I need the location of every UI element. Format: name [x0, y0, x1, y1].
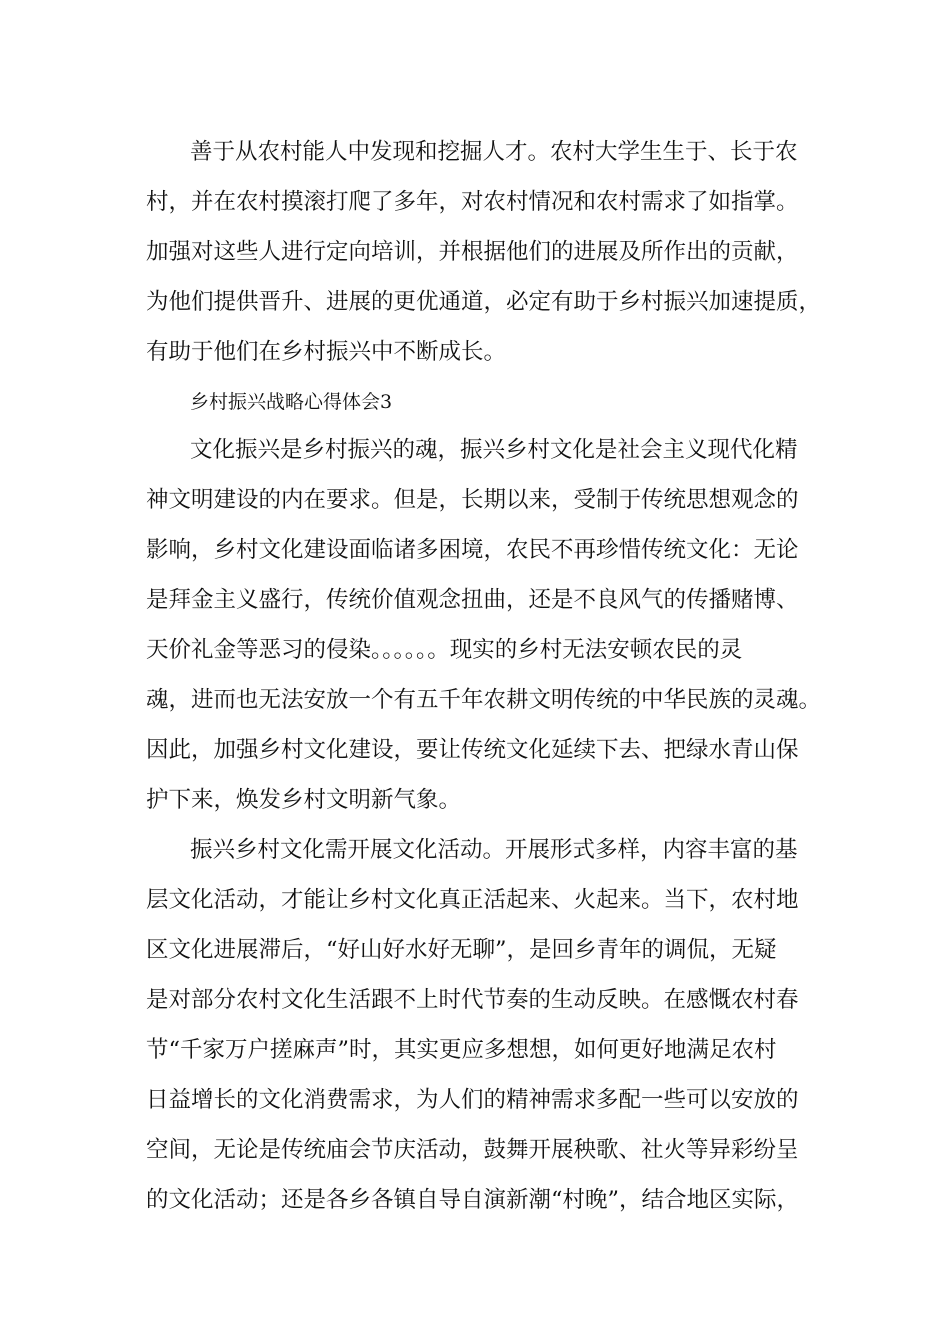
paragraph-line: 文化振兴是乡村振兴的魂，振兴乡村文化是社会主义现代化精	[190, 437, 798, 463]
paragraph-line: 为他们提供晋升、进展的更优通道，必定有助于乡村振兴加速提质，	[146, 289, 822, 315]
paragraph-line: 天价礼金等恶习的侵染。。。。。。现实的乡村无法安顿农民的灵	[146, 637, 743, 663]
paragraph-line: 神文明建设的内在要求。但是，长期以来，受制于传统思想观念的	[146, 487, 799, 513]
paragraph-line: 护下来，焕发乡村文明新气象。	[146, 787, 462, 813]
paragraph-line: 振兴乡村文化需开展文化活动。开展形式多样，内容丰富的基	[190, 837, 798, 863]
paragraph-line: 空间，无论是传统庙会节庆活动，鼓舞开展秧歌、社火等异彩纷呈	[146, 1137, 799, 1163]
paragraph-line: 的文化活动；还是各乡各镇自导自演新潮“村晚”，结合地区实际，	[146, 1187, 800, 1213]
paragraph-line: 因此，加强乡村文化建设，要让传统文化延续下去、把绿水青山保	[146, 737, 799, 763]
paragraph-line: 魂，进而也无法安放一个有五千年农耕文明传统的中华民族的灵魂。	[146, 687, 822, 713]
paragraph-line: 是拜金主义盛行，传统价值观念扭曲，还是不良风气的传播赌博、	[146, 587, 799, 613]
paragraph-line: 日益增长的文化消费需求，为人们的精神需求多配一些可以安放的	[146, 1087, 799, 1113]
paragraph-line: 是对部分农村文化生活跟不上时代节奏的生动反映。在感慨农村春	[146, 987, 799, 1013]
paragraph-line: 层文化活动，才能让乡村文化真正活起来、火起来。当下，农村地	[146, 887, 799, 913]
paragraph-line: 加强对这些人进行定向培训，并根据他们的进展及所作出的贡献，	[146, 239, 799, 265]
paragraph-line: 影响，乡村文化建设面临诸多困境，农民不再珍惜传统文化：无论	[146, 537, 799, 563]
paragraph-line: 村，并在农村摸滚打爬了多年，对农村情况和农村需求了如指掌。	[146, 189, 799, 215]
paragraph-line: 节“千家万户搓麻声”时，其实更应多想想，如何更好地满足农村	[146, 1037, 777, 1063]
section-heading: 乡村振兴战略心得体会3	[190, 391, 393, 413]
paragraph-line: 有助于他们在乡村振兴中不断成长。	[146, 339, 507, 365]
paragraph-line: 区文化进展滞后，“好山好水好无聊”，是回乡青年的调侃，无疑	[146, 937, 777, 963]
paragraph-line: 善于从农村能人中发现和挖掘人才。农村大学生生于、长于农	[190, 139, 798, 165]
